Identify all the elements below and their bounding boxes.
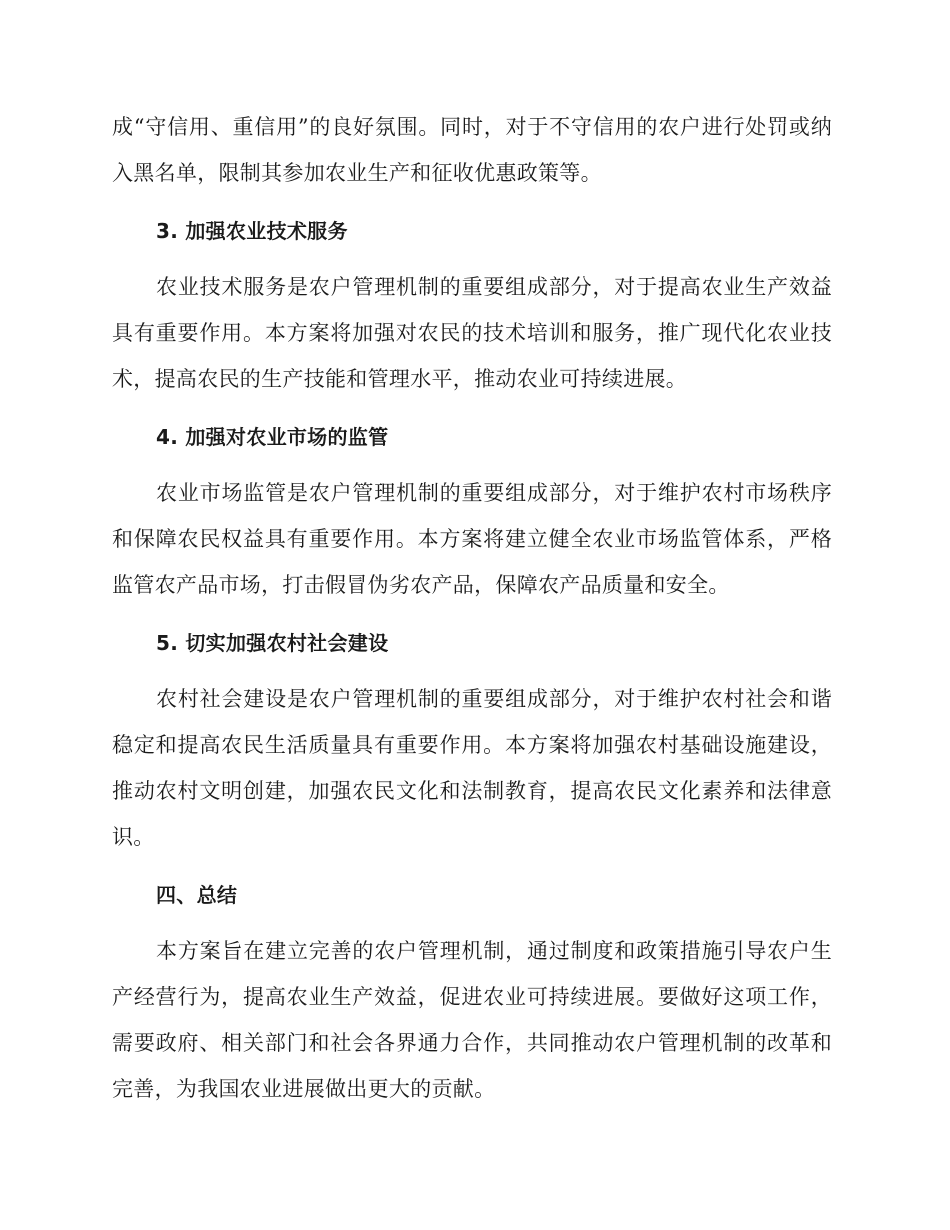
paragraph-credit-continuation: 成“守信用、重信用”的良好氛围。同时，对于不守信用的农户进行处罚或纳入黑名单，限制其参加农业生产和征收优惠政策等。 (112, 115, 832, 185)
paragraph-market-supervision: 农业市场监管是农户管理机制的重要组成部分，对于维护农村市场秩序和保障农民权益具有重要作用。本方案将建立健全农业市场监管体系，严格监管农产品市场，打击假冒伪劣农产品，保障农产品质量和安全。 (112, 481, 832, 597)
paragraph-agri-tech-service: 农业技术服务是农户管理机制的重要组成部分，对于提高农业生产效益具有重要作用。本方案将加强对农民的技术培训和服务，推广现代化农业技术，提高农民的生产技能和管理水平，推动农业可持续进展。 (112, 275, 832, 391)
heading-summary: 四、总结 (156, 883, 238, 907)
heading-market-supervision: 4. 加强对农业市场的监管 (156, 425, 389, 449)
heading-rural-society: 5. 切实加强农村社会建设 (156, 631, 389, 655)
document-page (112, 104, 832, 1112)
heading-agri-tech-service: 3. 加强农业技术服务 (156, 219, 348, 243)
paragraph-summary: 本方案旨在建立完善的农户管理机制，通过制度和政策措施引导农户生产经营行为，提高农业生产效益，促进农业可持续进展。要做好这项工作，需要政府、相关部门和社会各界通力合作，共同推动农户管理机制的改革和完善，为我国农业进展做出更大的贡献。 (112, 939, 832, 1101)
paragraph-rural-society: 农村社会建设是农户管理机制的重要组成部分，对于维护农村社会和谐稳定和提高农民生活质量具有重要作用。本方案将加强农村基础设施建设，推动农村文明创建，加强农民文化和法制教育，提高农民文化素养和法律意识。 (112, 687, 832, 849)
